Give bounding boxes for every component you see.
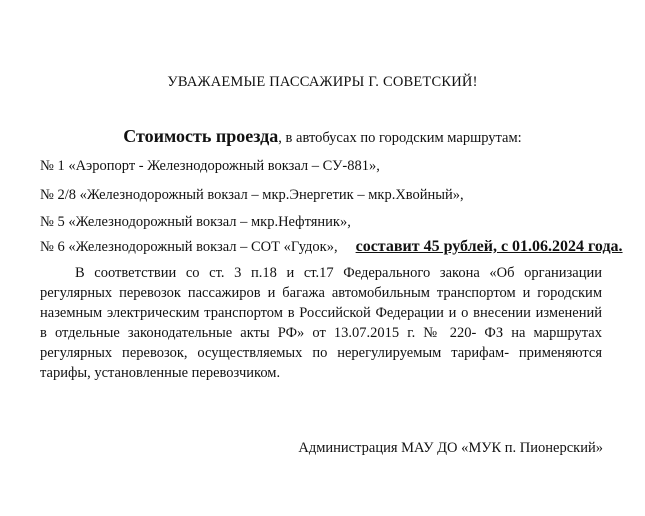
price-statement: составит 45 рублей, с 01.06.2024 года. (355, 238, 623, 255)
route-2-8: № 2/8 «Железнодорожный вокзал – мкр.Энергетик – мкр.Хвойный», (40, 187, 464, 203)
route-1: № 1 «Аэропорт - Железнодорожный вокзал – СУ-881», (40, 158, 380, 174)
route-6: № 6 «Железнодорожный вокзал – СОТ «Гудок», (40, 239, 338, 255)
notice-heading: УВАЖАЕМЫЕ ПАССАЖИРЫ Г. СОВЕТСКИЙ! (167, 74, 478, 90)
signature: Администрация МАУ ДО «МУК п. Пионерский» (298, 440, 603, 456)
fare-subtitle-rest: , в автобусах по городским маршрутам: (278, 130, 522, 146)
route-6-line (40, 238, 623, 256)
fare-subtitle-bold: Стоимость проезда (123, 126, 279, 146)
fare-subtitle (0, 126, 645, 147)
legal-paragraph: В соответствии со ст. 3 п.18 и ст.17 Федерального закона «Об организации регулярных перевозок пассажиров и багажа автомобильным транспортом и городским наземным электрическим транспортом в Российской Федерации и о внесении изменений в отдельные законодательные акты РФ» от 13.07.2015 г. № 220- ФЗ на маршрутах регулярных перевозок, осуществляемых по нерегулируемым тарифам- применяются тарифы, установленные перевозчиком. (40, 265, 602, 381)
route-5: № 5 «Железнодорожный вокзал – мкр.Нефтяник», (40, 214, 351, 230)
